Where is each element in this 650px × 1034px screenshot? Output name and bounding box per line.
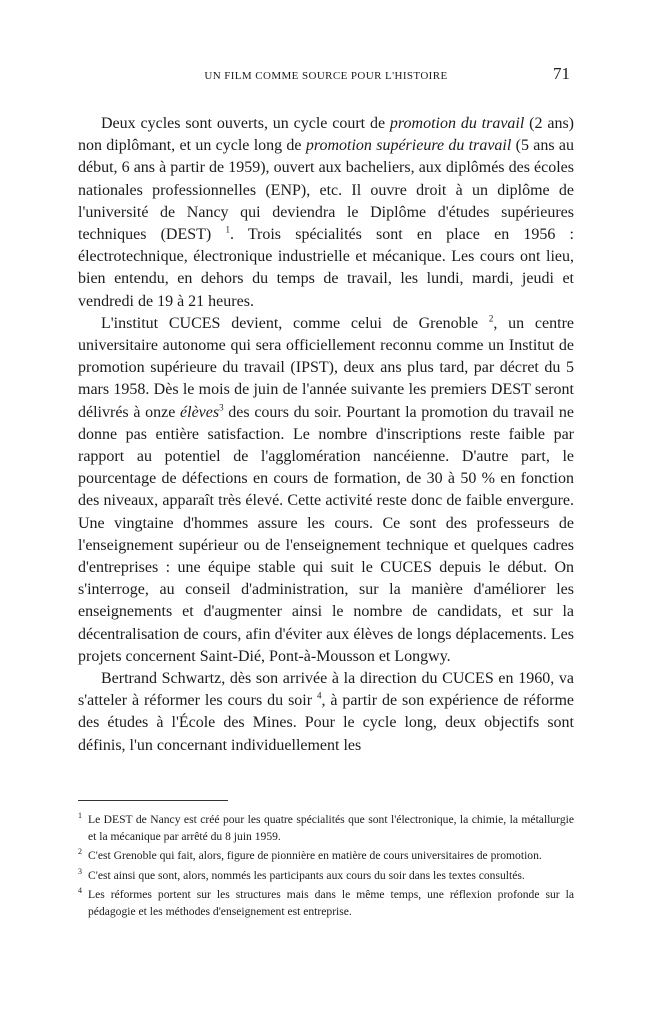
paragraph-1 [78,113,574,313]
footnote-4 [78,887,574,920]
paragraph-text: . Trois spécialités sont en place en 1956 : électrotechnique, électronique industrielle et mécanique. Les cours ont lieu, bien entendu, en dehors du temps de travail, les lundi, mardi, jeudi et vendredi de 19 à 21 heures. [78,226,574,310]
paragraph-text: Bertrand Schwartz, dès son arrivée à la direction du CUCES en 1960, va s'atteler à réformer les cours du soir [78,670,574,710]
footnote-ref-2[interactable]: 2 [488,313,494,324]
paragraph-2 [78,313,574,668]
running-header [78,56,574,86]
footnote-divider [78,800,228,801]
footnote-number: 3 [78,866,82,876]
paragraph-text: Deux cycles sont ouverts, un cycle court de [101,115,390,132]
footnote-number: 4 [78,886,82,896]
italic-term: promotion du travail [389,115,525,132]
italic-term: élèves [180,403,220,421]
body-text [78,113,574,757]
footnote-text: Les réformes portent sur les structures mais dans le même temps, une réflexion profonde sur la pédagogie et les méthodes d'enseignement est entreprise. [88,888,574,918]
paragraph-text: L'institut CUCES devient, comme celui de Grenoble [101,314,489,332]
footnote-number: 2 [78,847,82,857]
footnote-ref-4[interactable]: 4 [316,690,322,701]
paragraph-text: , à partir de son expérience de réforme des études à l'École des Mines. Pour le cycle long, deux objectifs sont définis, l'un concernant individuellement les [78,692,574,754]
footnote-text: Le DEST de Nancy est créé pour les quatre spécialités que sont l'électronique, la chimie, la métallurgie et la mécanique par arrêté du 8 juin 1959. [88,813,574,843]
running-title: UN FILM COMME SOURCE POUR L'HISTOIRE [204,70,448,82]
footnote-ref-1[interactable]: 1 [225,224,230,235]
footnote-3 [78,868,574,885]
paragraph-text: , un centre universitaire autonome qui sera officiellement reconnu comme un Institut de promotion supérieure du travail (IPST), deux ans plus tard, par décret du 5 mars 1958. Dès le mois de juin de l'année suivante les premiers DEST seront délivrés à onze [78,314,575,421]
paragraph-text: des cours du soir. Pourtant la promotion du travail ne donne pas entière satisfaction. Le nombre d'inscriptions reste faible par rapport au potentiel de l'agglomération nancéienne. D'autre part, le pourcentage de défections en cours de formation, de 30 à 50 % en fonction des niveaux, apparaît très élevé. Cette activité reste donc de faible envergure. Une vingtaine d'hommes assure les cours. Ce sont des professeurs de l'enseignement supérieur ou de l'enseignement technique et quelques cadres d'entreprises : une équipe stable qui suit le CUCES depuis le début. On s'interroge, au conseil d'administration, sur la manière d'améliorer les enseignements et d'augmenter ainsi le nombre de candidats, et sur la décentralisation de cours, afin d'éviter aux élèves de longs déplacements. Les projets concernent Saint-Dié, Pont-à-Mousson et Longwy. [78,403,575,665]
footnote-1 [78,812,574,845]
paragraph-text: (2 ans) non diplômant, et un cycle long de [78,115,574,155]
footnote-text: C'est Grenoble qui fait, alors, figure de pionnière en matière de cours universitaires de promotion. [88,849,542,863]
footnote-2 [78,848,574,865]
footnote-number: 1 [78,811,82,820]
footnotes [78,812,574,924]
paragraph-text: (5 ans au début, 6 ans à partir de 1959), ouvert aux bacheliers, aux diplômés des écoles nationales professionnelles (ENP), etc. Il ouvre droit à un diplôme de l'université de Nancy qui deviendra le Diplôme d'études supérieures techniques (DEST) [78,137,574,244]
footnote-text: C'est ainsi que sont, alors, nommés les participants aux cours du soir dans les textes consultés. [88,868,525,882]
italic-term: promotion supérieure du travail [305,137,512,155]
page-number: 71 [553,64,570,83]
paragraph-3 [78,668,574,757]
footnote-ref-3[interactable]: 3 [219,402,224,413]
